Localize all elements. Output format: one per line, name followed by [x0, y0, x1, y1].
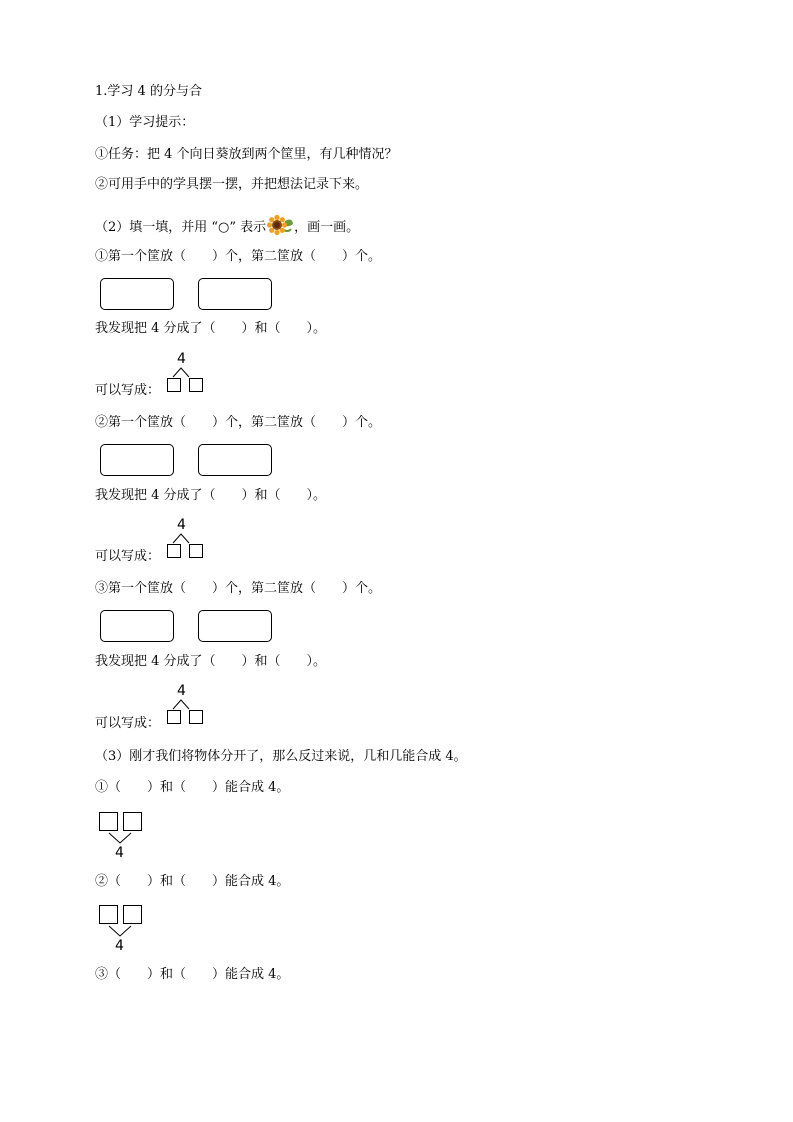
combine-branch-2: [108, 925, 138, 937]
basket-line-2: ②第一个筐放（ ）个，第二筐放（ ）个。: [95, 415, 382, 430]
split-branch-1: [170, 366, 200, 378]
split-total-1: 4: [177, 351, 186, 367]
split-box-right-2[interactable]: [189, 544, 203, 558]
combine-box-left-1[interactable]: [99, 812, 118, 831]
combine-total-1: 4: [115, 845, 124, 861]
found-text-1: 我发现把 4 分成了（ ）和（ ）。: [95, 321, 327, 336]
task-text: ①任务：把 4 个向日葵放到两个筐里，有几种情况？: [95, 147, 398, 162]
split-total-3: 4: [177, 683, 186, 699]
split-box-left-1[interactable]: [167, 378, 181, 392]
basket-line-3: ③第一个筐放（ ）个，第二筐放（ ）个。: [95, 581, 382, 596]
split-box-right-1[interactable]: [189, 378, 203, 392]
basket-right-1[interactable]: [198, 278, 272, 310]
basket-left-3[interactable]: [100, 610, 174, 642]
basket-right-3[interactable]: [198, 610, 272, 642]
part3-heading: （3）刚才我们将物体分开了，那么反过来说，几和几能合成 4。: [95, 749, 467, 764]
split-branch-3: [170, 698, 200, 710]
write-as-label-2: 可以写成：: [95, 549, 161, 564]
basket-left-1[interactable]: [100, 278, 174, 310]
split-box-left-2[interactable]: [167, 544, 181, 558]
sunflower-icon: [266, 215, 294, 233]
split-box-left-3[interactable]: [167, 710, 181, 724]
combine-line-3: ③（ ）和（ ）能合成 4。: [95, 967, 290, 982]
combine-branch-1: [108, 832, 138, 844]
found-text-2: 我发现把 4 分成了（ ）和（ ）。: [95, 488, 327, 503]
section-title: 1.学习 4 的分与合: [95, 84, 202, 99]
write-as-label-1: 可以写成：: [95, 383, 161, 398]
combine-total-2: 4: [115, 938, 124, 954]
basket-right-2[interactable]: [198, 444, 272, 476]
split-total-2: 4: [177, 517, 186, 533]
split-box-right-3[interactable]: [189, 710, 203, 724]
basket-left-2[interactable]: [100, 444, 174, 476]
part2-heading-post: ，画一画。: [294, 220, 360, 235]
split-branch-2: [170, 532, 200, 544]
basket-line-1: ①第一个筐放（ ）个，第二筐放（ ）个。: [95, 249, 382, 264]
part1-heading: （1）学习提示：: [95, 115, 195, 130]
write-as-label-3: 可以写成：: [95, 716, 161, 731]
combine-box-left-2[interactable]: [99, 905, 118, 924]
combine-box-right-1[interactable]: [123, 812, 142, 831]
found-text-3: 我发现把 4 分成了（ ）和（ ）。: [95, 654, 327, 669]
part2-heading-pre: （2）填一填，并用 “○” 表示: [95, 220, 267, 235]
tip-text: ②可用手中的学具摆一摆，并把想法记录下来。: [95, 177, 369, 192]
combine-line-1: ①（ ）和（ ）能合成 4。: [95, 780, 290, 795]
combine-box-right-2[interactable]: [123, 905, 142, 924]
part2-heading: [95, 215, 359, 236]
combine-line-2: ②（ ）和（ ）能合成 4。: [95, 874, 290, 889]
